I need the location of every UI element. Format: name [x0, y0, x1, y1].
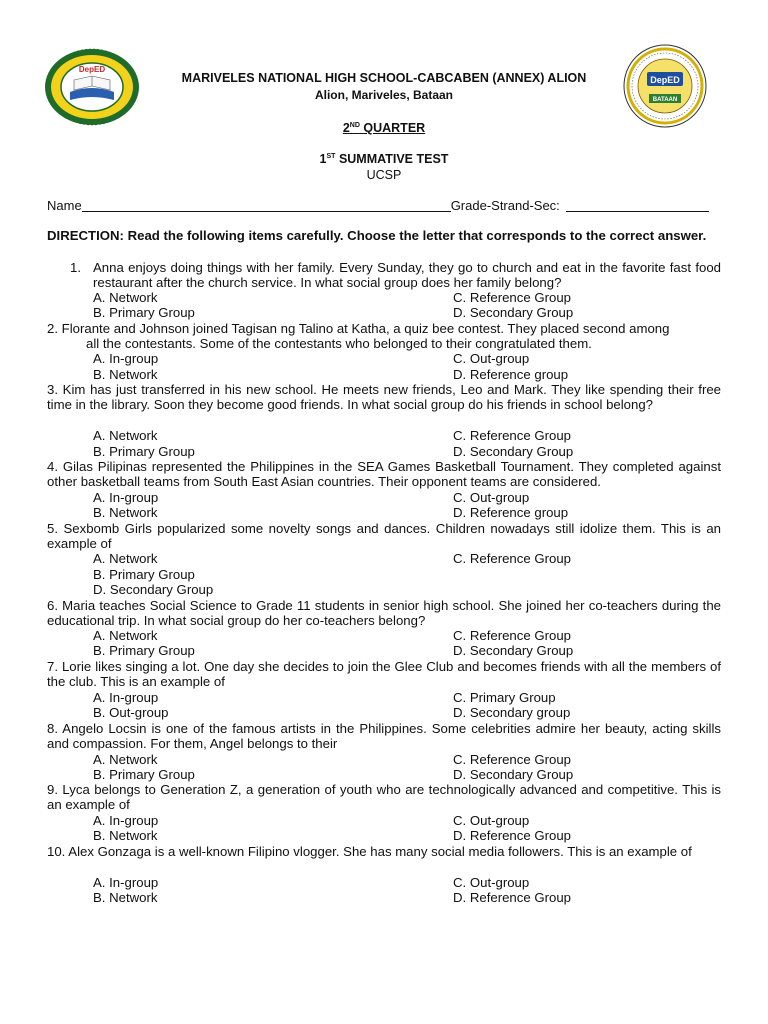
choice-b: B. Primary Group — [93, 767, 195, 782]
seal-left-text: DepED — [78, 65, 106, 74]
choice-a: A. In-group — [93, 490, 159, 505]
choice-a: A. Network — [93, 551, 158, 566]
quarter-suffix: ND — [349, 122, 360, 129]
question-4: 4. Gilas Pilipinas represented the Philippines in the SEA Games Basketball Tournament. They completed against other basketball teams from South East Asian countries. Their opponent teams are considered. — [47, 459, 721, 490]
choice-d: D. Secondary Group — [453, 643, 574, 658]
question-3: 3. Kim has just transferred in his new school. He meets new friends, Leo and Mark. They like spending their free time in the library. Soon they become good friends. In what social group do his friends in school belong? — [47, 382, 721, 413]
question-5: 5. Sexbomb Girls popularized some novelty songs and dances. Children nowadays still idolize them. This is an example of — [47, 521, 721, 552]
choice-d: D. Secondary Group — [453, 767, 574, 782]
subject: UCSP — [366, 168, 402, 182]
choice-b: B. Primary Group — [93, 643, 195, 658]
direction-text: DIRECTION: Read the following items carefully. Choose the letter that corresponds to the correct answer. — [47, 228, 707, 243]
name-label: Name — [47, 198, 82, 213]
question-9: 9. Lyca belongs to Generation Z, a generation of youth who are technologically advanced and competitive. This is an example of — [47, 782, 721, 813]
choice-c: C. Out-group — [453, 813, 530, 828]
choice-a: A. Network — [93, 428, 158, 443]
choice-a: A. Network — [93, 752, 158, 767]
choice-d: D. Reference group — [453, 505, 569, 520]
question-text: all the contestants. Some of the contestants who belonged to their congratulated them. — [86, 336, 592, 351]
school-address: Alion, Mariveles, Bataan — [314, 88, 454, 102]
choice-c: C. Reference Group — [453, 551, 572, 566]
choice-c: C. Reference Group — [453, 290, 572, 305]
choice-b: B. Out-group — [93, 705, 169, 720]
quarter-heading — [0, 121, 768, 135]
question-10: 10. Alex Gonzaga is a well-known Filipino vlogger. She has many social media followers. This is an example of — [47, 844, 692, 859]
choice-d: D. Reference group — [453, 367, 569, 382]
choice-b: B. Network — [93, 828, 158, 843]
school-seal-logo — [44, 48, 140, 126]
quarter-number: 2 — [342, 121, 350, 135]
test-suffix: ST — [326, 153, 336, 160]
choice-b: B. Network — [93, 890, 158, 905]
grade-strand-sec-field[interactable] — [566, 198, 709, 212]
choice-d: D. Secondary Group — [453, 305, 574, 320]
choice-b: B. Network — [93, 505, 158, 520]
grade-label: Grade-Strand-Sec: — [450, 198, 560, 213]
choice-c: C. Out-group — [453, 351, 530, 366]
choice-d: D. Secondary Group — [93, 582, 214, 597]
question-text: 2. Florante and Johnson joined Tagisan ng Talino at Katha, a quiz bee contest. They placed second among — [47, 321, 670, 336]
question-2-continued — [86, 336, 721, 351]
choice-d: D. Reference Group — [453, 828, 572, 843]
choice-a: A. Network — [93, 628, 158, 643]
test-number: 1 — [319, 152, 327, 166]
choice-b: B. Network — [93, 367, 158, 382]
seal-right-sub: BATAAN — [652, 97, 678, 103]
choice-a: A. In-group — [93, 875, 159, 890]
choice-d: D. Reference Group — [453, 890, 572, 905]
choice-a: A. In-group — [93, 351, 159, 366]
choice-c: C. Out-group — [453, 490, 530, 505]
student-info-line — [47, 198, 721, 213]
choice-b: B. Primary Group — [93, 444, 195, 459]
question-text: Anna enjoys doing things with her family. Every Sunday, they go to church and eat in the favorite fast food restaurant after the church service. In what social group does her family belong? — [93, 260, 721, 291]
question-7: 7. Lorie likes singing a lot. One day she decides to join the Glee Club and becomes friends with all the members of the club. This is an example of — [47, 659, 721, 690]
choice-b: B. Primary Group — [93, 567, 195, 582]
test-label: SUMMATIVE TEST — [338, 152, 449, 166]
question-6: 6. Maria teaches Social Science to Grade 11 students in senior high school. She joined her co-teachers during the educational trip. In what social group do her co-teachers belong? — [47, 598, 721, 629]
choice-a: A. Network — [93, 290, 158, 305]
quarter-label: QUARTER — [363, 121, 426, 135]
choice-b: B. Primary Group — [93, 305, 195, 320]
choice-c: C. Reference Group — [453, 428, 572, 443]
choice-d: D. Secondary Group — [453, 444, 574, 459]
choice-c: C. Out-group — [453, 875, 530, 890]
choice-c: C. Reference Group — [453, 752, 572, 767]
name-field[interactable] — [82, 198, 451, 212]
school-name: MARIVELES NATIONAL HIGH SCHOOL-CABCABEN (ANNEX) ALION — [181, 71, 587, 85]
question-number: 1. — [70, 260, 81, 275]
choice-c: C. Primary Group — [453, 690, 556, 705]
question-1 — [70, 260, 721, 291]
choice-a: A. In-group — [93, 813, 159, 828]
deped-bataan-seal-logo — [623, 44, 707, 128]
choice-d: D. Secondary group — [453, 705, 571, 720]
seal-right-text: DepED — [650, 75, 680, 85]
question-2 — [47, 321, 721, 336]
choice-c: C. Reference Group — [453, 628, 572, 643]
test-title — [0, 152, 768, 166]
choice-a: A. In-group — [93, 690, 159, 705]
question-8: 8. Angelo Locsin is one of the famous artists in the Philippines. Some celebrities admire her beauty, acting skills and compassion. For them, Angel belongs to their — [47, 721, 721, 752]
